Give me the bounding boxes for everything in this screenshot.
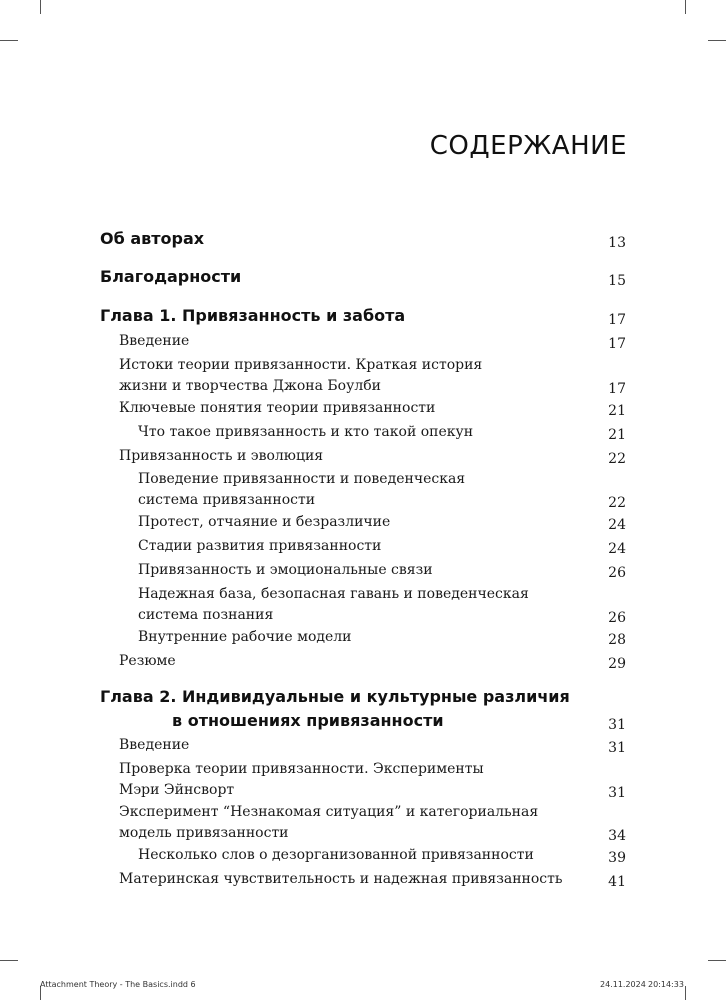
toc-page-number: 21 [608,427,626,443]
toc-entry [100,265,626,289]
toc-entry-title-line: Внутренние рабочие модели [138,629,352,645]
toc-entry-title-line: модель привязанности [119,825,289,841]
toc-page-number: 24 [608,517,626,533]
toc-entry-title-line: Материнская чувствительность и надежная привязанность [119,871,563,887]
toc-page-number: 26 [608,610,626,626]
toc-entry [100,304,626,328]
toc-entry-title-line: Глава 2. Индивидуальные и культурные различия [100,687,570,706]
crop-mark [708,40,726,41]
toc-entry-title [100,227,626,251]
toc-entry-title [100,845,626,866]
footer-filename: Attachment Theory - The Basics.indd 6 [40,980,196,989]
toc-entry [100,446,626,467]
crop-mark [685,0,686,14]
toc-entry [100,759,626,801]
toc-entry-title [100,560,626,581]
toc-entry-title [100,355,626,397]
toc-entry-title-line: Введение [119,333,190,349]
toc-entry-title [100,422,626,443]
toc-entry-title-line: Протест, отчаяние и безразличие [138,514,391,530]
toc-page-number: 29 [608,656,626,672]
toc-entry [100,398,626,419]
footer-time: 20:14:33 [648,980,684,989]
toc-entry [100,802,626,844]
toc-page-number: 21 [608,403,626,419]
toc-page-number: 26 [608,565,626,581]
toc-entry-title [100,536,626,557]
toc-entry [100,845,626,866]
toc-entry-title [100,759,626,801]
toc-page-number: 15 [608,273,626,289]
toc-entry-title [100,651,626,672]
toc-entry-title-line: Что такое привязанность и кто такой опекун [138,424,474,440]
toc-entry-title [100,331,626,352]
toc-entry-title [100,265,626,289]
toc-entry-title-line: Поведение привязанности и поведенческая [138,471,466,487]
toc-page-number: 24 [608,541,626,557]
toc-entry [100,627,626,648]
toc-entry-title [100,802,626,844]
toc-entry-title-line: Надежная база, безопасная гавань и поведенческая [138,586,529,602]
crop-mark [0,960,18,961]
toc-page-number: 41 [608,874,626,890]
toc-page-number: 39 [608,850,626,866]
toc-entry-title [100,869,626,890]
toc-entry-title-line: Эксперимент “Незнакомая ситуация” и категориальная [119,804,539,820]
toc-entry-title [100,398,626,419]
toc-entry-title [100,685,626,733]
toc-entry [100,355,626,397]
toc-entry-title-line: Проверка теории привязанности. Эксперименты [119,761,484,777]
toc-page-number: 17 [608,336,626,352]
toc-entry-title-line: в отношениях привязанности [172,711,444,730]
toc-page-number: 31 [608,785,626,801]
toc-entry-title-line: Глава 1. Привязанность и забота [100,306,406,325]
toc-entry-title [100,469,626,511]
toc-page-number: 22 [608,495,626,511]
toc-entry [100,584,626,626]
toc-entry-title-line: жизни и творчества Джона Боулби [119,378,381,394]
toc-page-number: 34 [608,828,626,844]
toc-entry [100,331,626,352]
toc-entry [100,869,626,890]
toc-entry-title [100,512,626,533]
toc-entry-title-line: Резюме [119,653,176,669]
toc-entry-title-line: Введение [119,737,190,753]
toc-page-number: 17 [608,381,626,397]
toc-entry [100,422,626,443]
page-title: СОДЕРЖАНИЕ [429,131,627,161]
crop-mark [0,40,18,41]
toc-entry-title-line: Привязанность и эволюция [119,448,324,464]
toc-entry-title-line: Мэри Эйнсворт [119,782,235,798]
crop-mark [708,960,726,961]
toc-entry-title-line: система привязанности [138,492,316,508]
toc-entry [100,227,626,251]
toc-entry-title [100,627,626,648]
toc-entry-title [100,584,626,626]
toc-entry [100,469,626,511]
toc-page-number: 31 [608,717,626,733]
toc-entry-title-line: Об авторах [100,229,205,248]
toc-entry [100,735,626,756]
crop-mark [685,986,686,1000]
toc-entry-title-line: Привязанность и эмоциональные связи [138,562,433,578]
toc-entry-title-line: Истоки теории привязанности. Краткая история [119,357,483,373]
footer-date: 24.11.2024 [600,980,646,989]
toc-entry-title-line: система познания [138,607,274,623]
toc-entry [100,536,626,557]
toc-entry-title [100,735,626,756]
toc-page-number: 31 [608,740,626,756]
toc-entry [100,651,626,672]
toc-page-number: 17 [608,312,626,328]
toc-entry-title [100,304,626,328]
toc-page-number: 28 [608,632,626,648]
toc-entry [100,512,626,533]
crop-mark [40,0,41,14]
toc-page-number: 13 [608,235,626,251]
toc-page-number: 22 [608,451,626,467]
toc-entry [100,560,626,581]
toc-entry-title [100,446,626,467]
toc-entry-title-line: Ключевые понятия теории привязанности [119,400,436,416]
toc-entry [100,685,626,733]
toc-entry-title-line: Благодарности [100,267,242,286]
toc-entry-title-line: Стадии развития привязанности [138,538,382,554]
toc-entry-title-line: Несколько слов о дезорганизованной привязанности [138,847,534,863]
